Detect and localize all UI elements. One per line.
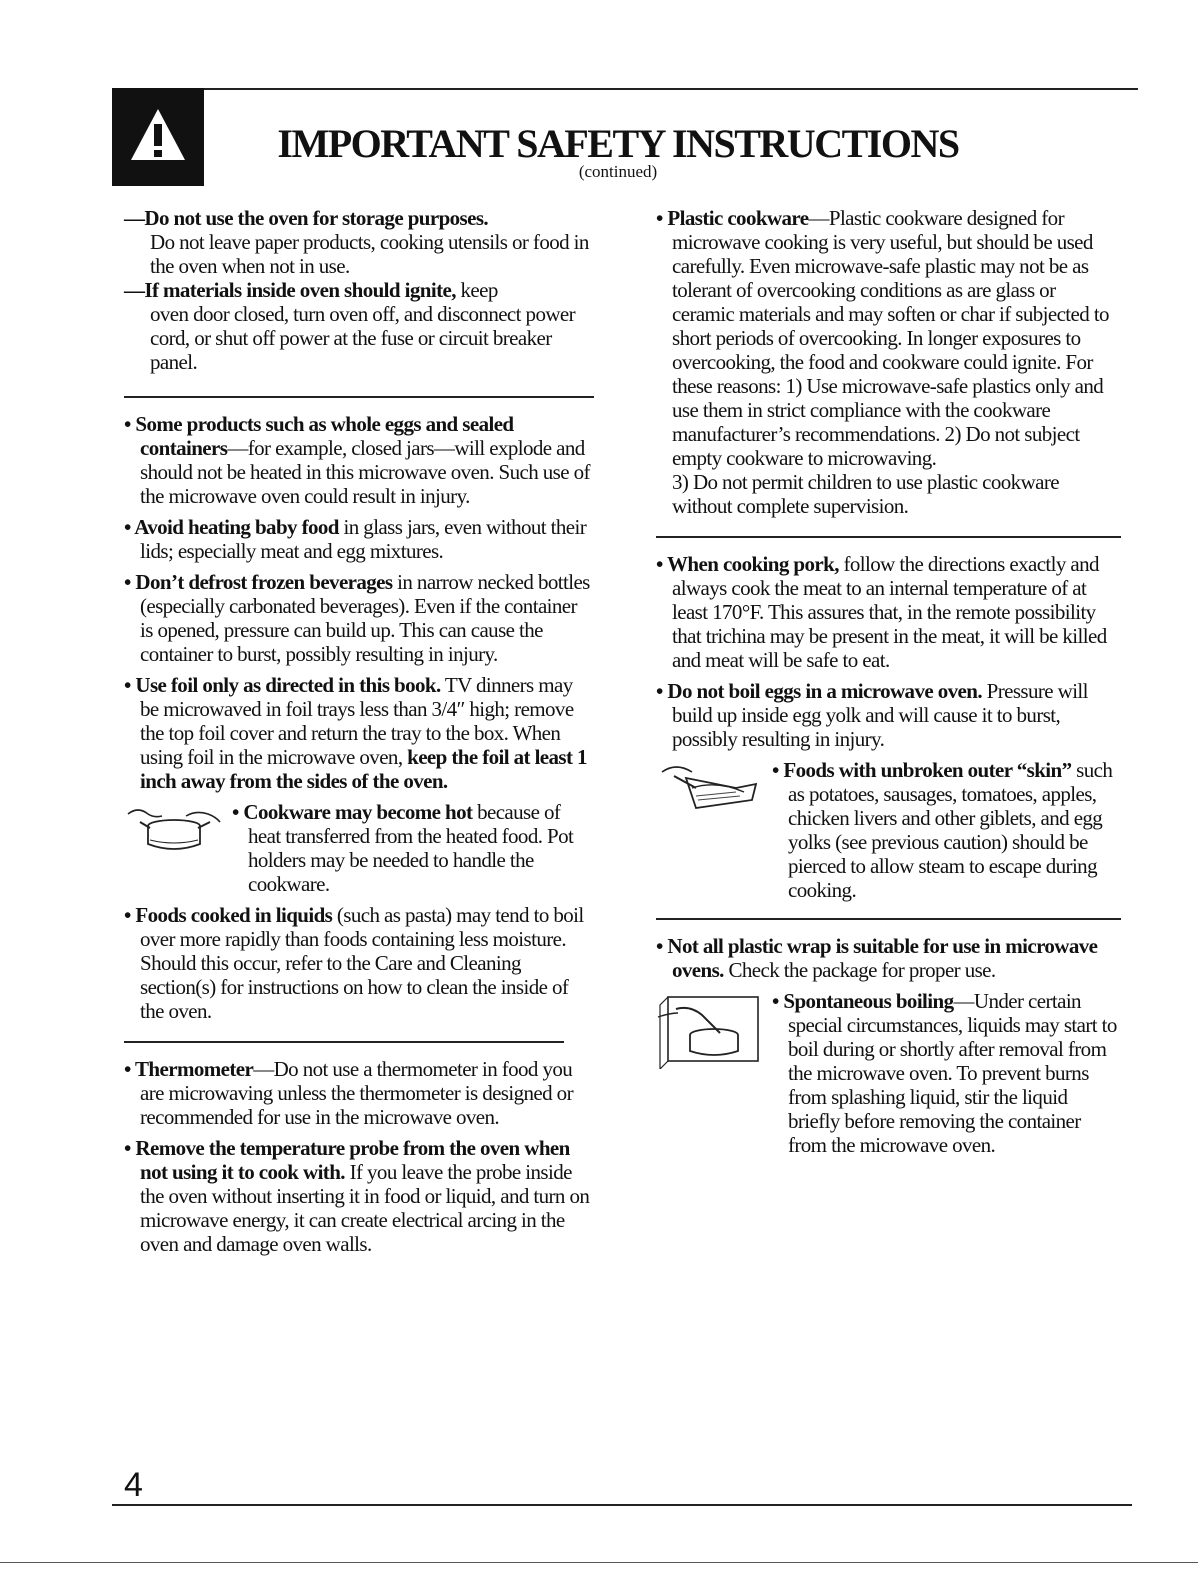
ignite-heading-rest: keep bbox=[455, 278, 498, 302]
section-divider bbox=[124, 1041, 564, 1043]
boil-eggs-warning bbox=[656, 679, 1121, 751]
spontaneous-boiling-body: —Under certain special circumstances, liquids may start to boil during or shortly after removal from the microwave oven. To prevent burns from splashing liquid, stir the liquid briefly before removing the container from the microwave oven. bbox=[788, 989, 1117, 1157]
eggs-body: —for example, closed jars—will explode and should not be heated in this microwave oven. Such use of the microwave oven could result in injury. bbox=[140, 436, 590, 508]
thermometer-body: —Do not use a thermometer in food you are microwaving unless the thermometer is designed or recommended for use in the microwave oven. bbox=[140, 1057, 573, 1129]
spontaneous-boiling-warning bbox=[656, 989, 1121, 1157]
thermometer-heading: • Thermometer bbox=[124, 1057, 254, 1081]
skin-body: such as potatoes, sausages, tomatoes, apples, chicken livers and other giblets, and egg yolks (see previous caution) should be pierced to allow steam to escape during cooking. bbox=[788, 758, 1113, 902]
cookware-warning bbox=[124, 800, 594, 896]
beverages-heading: • Don’t defrost frozen beverages bbox=[124, 570, 393, 594]
pork-heading: • When cooking pork, bbox=[656, 552, 839, 576]
probe-body: If you leave the probe inside the oven without inserting it in food or liquid, and turn on microwave energy, it can create electrical arcing in the oven and damage oven walls. bbox=[140, 1160, 590, 1256]
storage-heading: —Do not use the oven for storage purposes. bbox=[124, 206, 489, 230]
boil-eggs-body: Pressure will build up inside egg yolk and will cause it to burst, possibly resulting in injury. bbox=[672, 679, 1088, 751]
beverages-body: in narrow necked bottles (especially carbonated beverages). Even if the container is opened, pressure can build up. This can cause the container to burst, possibly resulting in injury. bbox=[140, 570, 590, 666]
section-divider bbox=[656, 536, 1121, 538]
boil-eggs-heading: • Do not boil eggs in a microwave oven. bbox=[656, 679, 982, 703]
section-divider bbox=[124, 396, 594, 398]
baby-food-body: in glass jars, even without their lids; especially meat and egg mixtures. bbox=[140, 515, 587, 563]
plastic-wrap-heading: • Not all plastic wrap is suitable for use in microwave ovens. bbox=[656, 934, 1098, 982]
plastic-cookware-body-2: 3) Do not permit children to use plastic cookware without complete supervision. bbox=[672, 470, 1059, 518]
eggs-warning bbox=[124, 412, 594, 508]
header-rule bbox=[112, 88, 1138, 90]
liquids-heading: • Foods cooked in liquids bbox=[124, 903, 333, 927]
plastic-cookware-warning bbox=[656, 206, 1121, 470]
foil-heading: • Use foil only as directed in this book. bbox=[124, 673, 441, 697]
baby-food-warning bbox=[124, 515, 594, 563]
foil-warning bbox=[124, 673, 594, 793]
baby-food-heading: • Avoid heating baby food bbox=[124, 515, 339, 539]
pierced-food-icon bbox=[656, 758, 766, 818]
page-title: IMPORTANT SAFETY INSTRUCTIONS bbox=[277, 121, 959, 166]
ignite-warning bbox=[124, 278, 594, 374]
plastic-cookware-heading: • Plastic cookware bbox=[656, 206, 809, 230]
plastic-wrap-body: Check the package for proper use. bbox=[723, 958, 996, 982]
page-number: 4 bbox=[124, 1466, 143, 1504]
liquids-warning bbox=[124, 903, 594, 1023]
skin-warning bbox=[656, 758, 1121, 902]
plastic-wrap-warning bbox=[656, 934, 1121, 982]
right-column bbox=[656, 206, 1121, 1164]
warning-icon bbox=[128, 106, 188, 164]
probe-heading: • Remove the temperature probe from the oven when not using it to cook with. bbox=[124, 1136, 570, 1184]
foil-emphasis: keep the foil at least 1 inch away from the sides of the oven. bbox=[140, 745, 587, 793]
cookware-body: because of heat transferred from the heated food. Pot holders may be needed to handle the cookware. bbox=[248, 800, 574, 896]
plastic-cookware-body: —Plastic cookware designed for microwave cooking is very useful, but should be used carefully. Even microwave-safe plastic may not be as tolerant of overcooking conditions as are glass or ceramic materials and may soften or char if subjected to short periods of overcooking. In longer exposures to overcooking, the food and cookware could ignite. For these reasons: 1) Use microwave-safe plastics only and use them in strict compliance with the cookware manufacturer’s recommendations. 2) Do not subject empty cookware to microwaving. bbox=[672, 206, 1109, 470]
spontaneous-boiling-heading: • Spontaneous boiling bbox=[772, 989, 954, 1013]
foil-body: TV dinners may be microwaved in foil trays less than 3/4″ high; remove the top foil cover and return the tray to the box. When using foil in the microwave oven, bbox=[140, 673, 574, 769]
warning-box bbox=[112, 88, 204, 186]
probe-warning bbox=[124, 1136, 594, 1256]
pork-body: follow the directions exactly and always cook the meat to an internal temperature of at least 170°F. This assures that, in the remote possibility that trichina may be present in the meat, it will be killed and meat will be safe to eat. bbox=[672, 552, 1107, 672]
skin-heading: • Foods with unbroken outer “skin” bbox=[772, 758, 1072, 782]
stirring-pot-icon bbox=[656, 989, 764, 1069]
beverages-warning bbox=[124, 570, 594, 666]
hot-pot-icon bbox=[124, 800, 224, 860]
left-column bbox=[124, 206, 594, 1263]
storage-warning bbox=[124, 206, 594, 278]
footer-rule bbox=[112, 1504, 1132, 1506]
section-divider bbox=[656, 918, 1121, 920]
pork-warning bbox=[656, 552, 1121, 672]
liquids-body: (such as pasta) may tend to boil over more rapidly than foods containing less moisture. Should this occur, refer to the Care and Cleaning section(s) for instructions on how to clean the inside of the oven. bbox=[140, 903, 584, 1023]
ignite-body: oven door closed, turn oven off, and disconnect power cord, or shut off power at the fuse or circuit breaker panel. bbox=[150, 302, 576, 374]
cookware-heading: • Cookware may become hot bbox=[232, 800, 473, 824]
storage-body: Do not leave paper products, cooking utensils or food in the oven when not in use. bbox=[150, 230, 589, 278]
thermometer-warning bbox=[124, 1057, 594, 1129]
page-edge-rule bbox=[0, 1562, 1198, 1563]
page-subtitle: (continued) bbox=[578, 162, 658, 181]
ignite-heading: —If materials inside oven should ignite, bbox=[124, 278, 456, 302]
eggs-heading: • Some products such as whole eggs and sealed containers bbox=[124, 412, 514, 460]
